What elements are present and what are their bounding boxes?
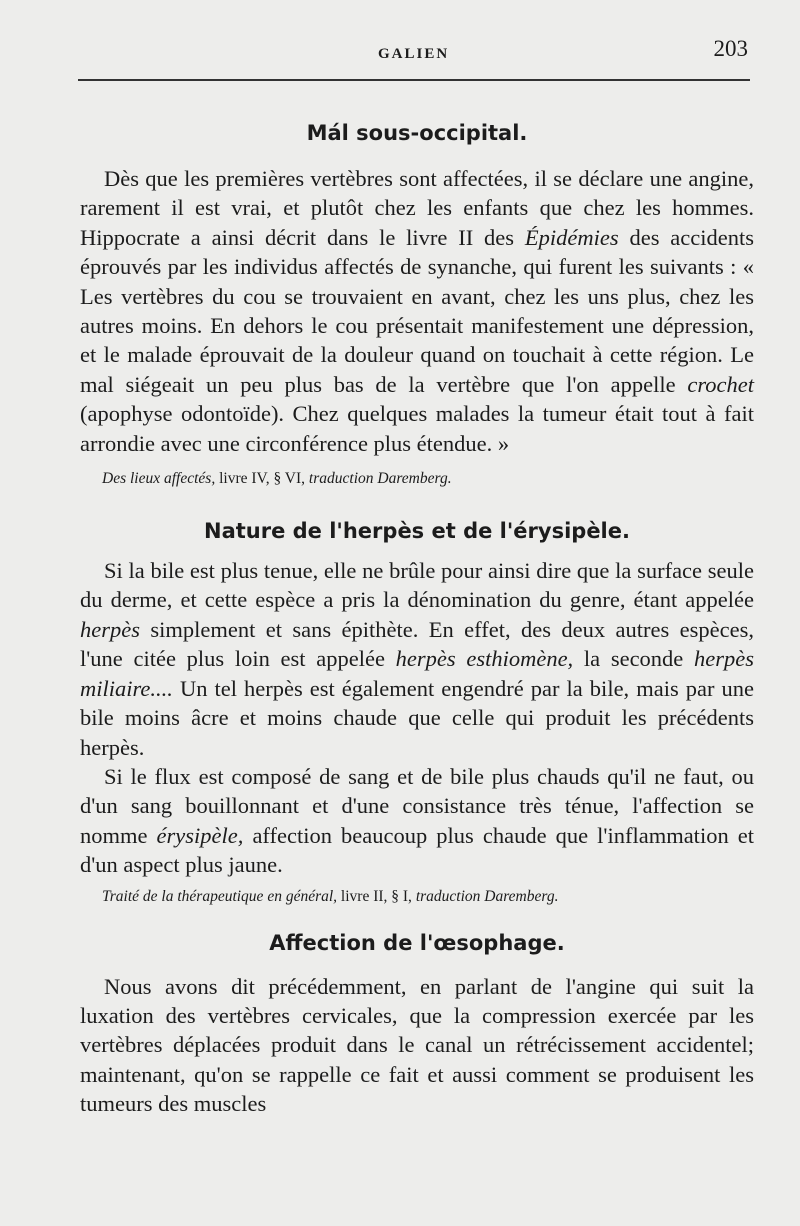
text-run: affection beaucoup plus chaude que l'inflammation et d'un aspect plus jaune. bbox=[80, 822, 754, 878]
source-citation bbox=[102, 468, 754, 490]
section-title-affection-oesophage: Affection de l'œsophage. bbox=[269, 930, 565, 955]
text-run: Si la bile est plus tenue, elle ne brûle pour ainsi dire que la surface seule du derme, et cette espèce a pris la dénomination du genre, étant appelée bbox=[80, 558, 754, 613]
italic-run: Épidémies bbox=[524, 224, 619, 250]
paragraph bbox=[80, 556, 754, 762]
text-run: simplement et sans épithète. En effet, des deux autres espèces, l'une citée plus loin est appelée bbox=[80, 616, 754, 672]
text-run: Dès que les premières vertèbres sont affectées, il se déclare une angine, rarement il est vrai, et plutôt chez les enfants que chez les hommes. Hippocrate a ainsi décrit dans le livre II des bbox=[80, 166, 754, 250]
text-run: la seconde bbox=[573, 646, 694, 672]
header-rule bbox=[78, 79, 750, 81]
paragraph bbox=[80, 972, 754, 1119]
paragraph bbox=[80, 164, 754, 458]
italic-run: herpès esthiomène, bbox=[395, 646, 574, 672]
italic-run: érysipèle, bbox=[156, 822, 244, 848]
paragraph bbox=[80, 762, 754, 880]
page-body bbox=[80, 118, 754, 1119]
italic-run: traduction Daremberg. bbox=[415, 887, 559, 905]
italic-run: herpès miliaire.... bbox=[80, 646, 754, 701]
italic-run: crochet bbox=[687, 371, 754, 397]
page-header bbox=[78, 32, 750, 82]
section-title-mal-sous-occipital: Mál sous-occipital. bbox=[306, 121, 528, 145]
italic-run: traduction Daremberg. bbox=[308, 470, 452, 488]
section-title-herpes-erysipele: Nature de l'herpès et de l'érysipèle. bbox=[204, 519, 630, 544]
page-number: 203 bbox=[713, 36, 748, 61]
italic-run: Des lieux affectés, bbox=[102, 470, 216, 488]
text-run: (apophyse odontoïde). Chez quelques malades la tumeur était tout à fait arrondie avec une circonférence plus étendue. » bbox=[80, 401, 754, 456]
text-run: Un tel herpès est également engendré par la bile, mais par une bile moins âcre et moins chaude que celle qui produit les précédents herpès. bbox=[80, 675, 754, 760]
text-run: des accidents éprouvés par les individus affectés de synanche, qui furent les suivants : « Les vertèbres du cou se trouvaient en avant, chez les uns plus, chez les autres moins. En dehors le cou présentait manifestement une dépression, et le malade éprouvait de la douleur quand on touchait à cette région. Le mal siégeait un peu plus bas de la vertèbre que l'on appelle bbox=[80, 224, 754, 397]
source-citation bbox=[102, 886, 754, 908]
running-head: GALIEN bbox=[378, 46, 450, 62]
text-run: Nous avons dit précédemment, en parlant de l'angine qui suit la luxation des vertèbres cervicales, que la compression exercée par les vertèbres déplacées produit dans le canal un rétrécissement accidentel; maintenant, qu'on se rappelle ce fait et aussi comment se produisent les tumeurs des muscles bbox=[80, 973, 754, 1117]
italic-run: herpès bbox=[80, 616, 140, 642]
text-run: livre IV, § VI, bbox=[215, 470, 309, 488]
text-run: livre II, § I, bbox=[337, 887, 416, 905]
italic-run: Traité de la thérapeutique en général, bbox=[102, 887, 338, 905]
text-run: Si le flux est composé de sang et de bile plus chauds qu'il ne faut, ou d'un sang bouillonnant et d'une consistance très ténue, l'affection se nomme bbox=[80, 763, 754, 848]
